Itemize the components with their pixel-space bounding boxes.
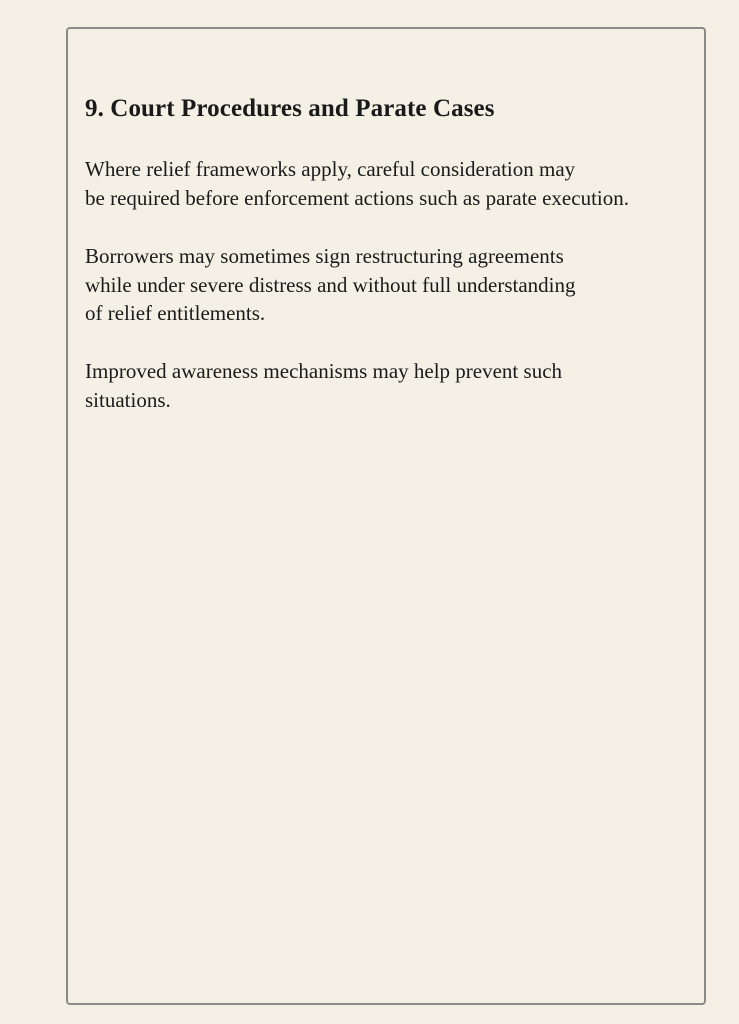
paragraph-relief-frameworks <box>85 155 629 212</box>
paragraph-line: Where relief frameworks apply, careful consideration may <box>85 157 576 181</box>
paragraph-borrowers-distress <box>85 242 575 328</box>
section-heading: 9. Court Procedures and Parate Cases <box>85 95 495 122</box>
paragraph-line: Borrowers may sometimes sign restructuring agreements <box>85 244 564 268</box>
paragraph-line: Improved awareness mechanisms may help prevent such <box>85 359 563 383</box>
paragraph-awareness-mechanisms <box>85 357 562 414</box>
paragraph-line: of relief entitlements. <box>85 301 266 325</box>
paragraph-line: be required before enforcement actions such as parate execution. <box>85 185 629 210</box>
paragraph-line: situations. <box>85 387 171 412</box>
paragraph-line: while under severe distress and without full understanding <box>85 272 576 297</box>
